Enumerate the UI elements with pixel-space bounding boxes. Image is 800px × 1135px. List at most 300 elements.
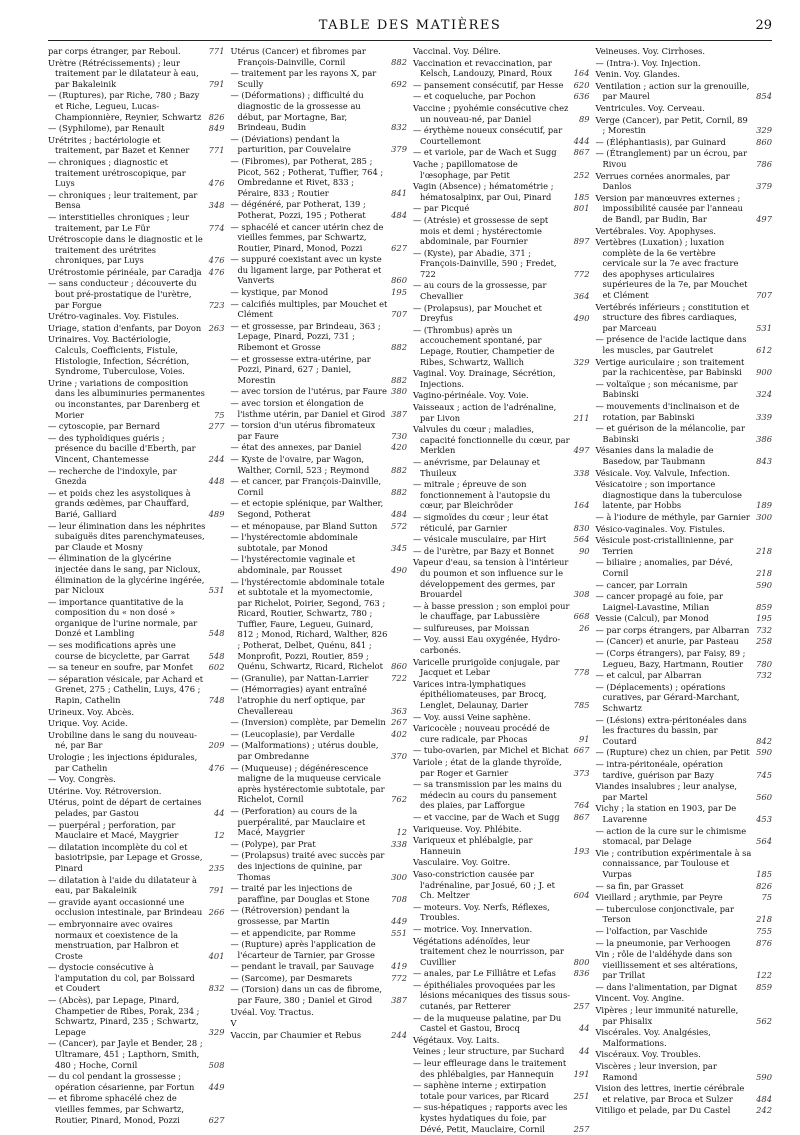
index-entry-text: — (Torsion) dans un cas de fibrome, par Faure, 380 ; Daniel et Girod [230, 984, 383, 1006]
index-column-3 [413, 46, 590, 1135]
index-entry [596, 759, 773, 780]
index-entry [596, 46, 773, 57]
index-entry-text: — (Éléphantiasis), par Guinard [595, 136, 726, 147]
index-entry [231, 222, 408, 254]
index-entry-text: — (Leucoplasie), par Verdalle [230, 728, 355, 739]
index-entry-text: Vieillard ; arythmie, par Peyre [595, 892, 723, 903]
index-entry-page: 257 [573, 1001, 590, 1012]
index-entry [596, 237, 773, 301]
index-entry-page: 882 [391, 56, 407, 67]
index-entry-page: 401 [208, 950, 225, 961]
index-entry [48, 135, 225, 156]
index-entry [48, 212, 225, 233]
index-entry-text: — mouvements d'inclinaison et de rotation, par Babinski [595, 401, 740, 422]
index-entry-page: 590 [756, 1071, 772, 1082]
index-entry-page: 842 [756, 735, 772, 746]
index-entry-text: — puerpéral ; perforation, par Mauclaire et Macé, Maygrier [48, 819, 179, 841]
page-number: 29 [755, 18, 772, 33]
index-entry-text: Verrues cornées anormales, par Danlos [595, 170, 730, 192]
index-entry [596, 512, 773, 523]
index-entry-page: 551 [391, 927, 407, 938]
index-entry [596, 524, 773, 535]
index-entry [231, 554, 408, 575]
index-entry-text: Verge (Cancer), par Petit, Cornil, 89 ; Morestin [595, 114, 748, 136]
index-entry-text: — (Hémorragies) ayant entraîné l'atrophie du nerf optique, par Chevallereau [230, 684, 367, 716]
index-entry-text: — et cancer, par François-Dainville, Cornil [230, 476, 382, 497]
index-entry-text: — (Intra-). Voy. Injection. [595, 57, 701, 68]
index-entry-page: 420 [391, 442, 407, 453]
index-entry-page: 732 [756, 670, 772, 681]
index-entry-page: 387 [391, 408, 407, 419]
index-entry [48, 553, 225, 595]
index-entry [596, 1105, 773, 1116]
index-entry-text: Utérus, point de départ de certaines pelades, par Gastou [48, 797, 202, 818]
index-entry [413, 557, 590, 599]
index-entry-text: Variole ; état de la glande thyroïde, par Roger et Garnier [413, 757, 562, 778]
index-entry [596, 580, 773, 591]
index-entry-text: — (Prolapsus) traité avec succès par des injections de quinine, par Thomas [230, 850, 385, 882]
index-entry [413, 634, 590, 655]
index-entry-page: 185 [756, 868, 772, 879]
index-entry [48, 46, 225, 57]
index-entry-page: 791 [208, 885, 225, 896]
index-entry-page: 195 [756, 613, 772, 624]
index-entry [231, 1007, 408, 1018]
index-entry-text: — (Cancer), par Jayle et Bender, 28 ; Ultramare, 451 ; Lapthorn, Smith, 480 ; Hoche, Cornil [48, 1038, 203, 1070]
index-entry-text: — cancer, par Lorrain [595, 579, 688, 590]
index-entry-text: Vincent. Voy. Angine. [595, 993, 685, 1004]
index-entry-text: Variqueux et phlébalgie, par Hanneuin [413, 835, 533, 856]
index-entry-page: 497 [756, 213, 772, 224]
index-entry-text: — embryonnaire avec ovaires normaux et coexistence de la menstruation, par Halbron et Croste [48, 918, 179, 961]
index-entry-page: 484 [756, 1093, 772, 1104]
index-entry-text: — recherche de l'indoxyle, par Gnezda [48, 465, 177, 487]
index-entry-text: — l'hystérectomie abdominale subtotale, par Monod [230, 532, 358, 553]
index-entry [231, 763, 408, 805]
index-entry-page: 707 [391, 309, 407, 320]
index-entry [48, 752, 225, 773]
index-entry-page: 195 [391, 287, 407, 298]
index-entry-text: — tuberculose conjonctivale, par Terson [595, 903, 734, 925]
index-entry-text: Urique. Voy. Acide. [48, 718, 128, 729]
index-entry-text: — des typhoïdiques guéris ; présence du bacille d'Eberth, par Vincent, Chantemesse [48, 432, 196, 464]
index-entry-text: — avec torsion de l'utérus, par Faure [230, 386, 387, 397]
index-entry [596, 171, 773, 192]
index-entry-text: — mitrale ; épreuve de son fonctionnement à l'autopsie du cœur, par Bleichröder [413, 479, 551, 511]
index-entry-page: 380 [391, 386, 407, 397]
index-entry-page: 44 [213, 807, 225, 818]
index-entry [48, 640, 225, 661]
index-entry-text: V [230, 1018, 237, 1029]
index-entry-text: — action de la cure sur le chimisme stomacal, par Delage [595, 825, 747, 847]
index-entry [231, 90, 408, 132]
index-entry [596, 848, 773, 880]
index-entry-page: 667 [573, 745, 590, 756]
index-entry-page: 448 [208, 476, 225, 487]
index-entry-text: — saphène interne ; extirpation totale pour varices, par Ricard [413, 1080, 550, 1101]
index-entry-page: 373 [573, 767, 590, 778]
index-entry-text: — élimination de la glycérine injectée dans le sang, par Nicloux, élimination de la glycérine ingérée, par Nicloux [48, 553, 205, 596]
index-entry-page: 854 [756, 91, 772, 102]
index-entry [48, 433, 225, 465]
running-title: TABLE DES MATIÈRES [318, 18, 502, 33]
index-entry-text: Varicelle prurigoïde conjugale, par Jacquet et Lebar [413, 656, 560, 678]
index-entry-text: — dilatation incomplète du col et basiotripsie, par Lepage et Grosse, Pinard [48, 841, 203, 873]
index-entry [596, 103, 773, 114]
index-entry-text: Viandes insalubres ; leur analyse, par Martel [595, 781, 738, 802]
index-entry [596, 226, 773, 237]
index-entry-page: 218 [756, 914, 772, 925]
index-entry [596, 591, 773, 612]
index-entry [48, 786, 225, 797]
index-entry [48, 190, 225, 211]
index-entry [596, 115, 773, 136]
index-entry-text: Urétro-vaginales. Voy. Fistules. [48, 311, 179, 322]
index-entry [48, 897, 225, 918]
index-entry-page: 497 [573, 445, 590, 456]
index-entry [596, 58, 773, 69]
index-entry-text: Vaccinal. Voy. Délire. [413, 46, 501, 56]
index-entry-page: 832 [391, 122, 407, 133]
index-entry [413, 368, 590, 389]
index-entry-text: Vagin (Absence) ; hématométrie ; hématosalpinx, par Oui, Pinard [413, 181, 554, 202]
index-entry [231, 386, 408, 397]
index-entry-page: 771 [208, 46, 225, 56]
index-entry-text: Viscérales. Voy. Analgésies, Malformations. [595, 1027, 711, 1048]
index-entry-text: — (Ruptures), par Riche, 780 ; Bazy et Riche, Legueu, Lucas-Championnière, Reynier, Schwartz [48, 90, 202, 122]
index-entry-page: 75 [213, 409, 225, 420]
index-entry-text: Vésicatoire ; son importance diagnostique dans la tuberculose latente, par Hobbs [595, 479, 742, 511]
index-entry-page: 476 [208, 266, 225, 277]
index-entry-page: 867 [573, 811, 590, 822]
index-entry [596, 826, 773, 847]
index-entry [231, 928, 408, 939]
index-entry [48, 90, 225, 122]
index-entry [48, 730, 225, 751]
index-entry-text: — (Granulie), par Nattan-Larrier [230, 672, 369, 683]
index-entry [413, 1058, 590, 1079]
index-entry [596, 357, 773, 378]
index-entry-text: Vie ; contribution expérimentale à sa connaissance, par Toulouse et Vurpas [595, 847, 752, 879]
index-entry-page: 449 [391, 915, 407, 926]
index-entry-text: — (Polype), par Prat [230, 838, 316, 849]
index-entry-page: 191 [573, 1068, 590, 1079]
index-entry [596, 557, 773, 578]
index-entry-text: — (Malformations) ; utérus double, par Ombredanne [230, 740, 379, 761]
index-entry-text: — sans conducteur ; découverte du bout pré-prostatique de l'urètre, par Forgue [48, 278, 197, 310]
index-entry-page: 164 [573, 500, 590, 511]
index-entry [596, 468, 773, 479]
index-entry-page: 386 [756, 433, 772, 444]
index-entry-text: — importance quantitative de la composition du « non dosé » organique de l'urine normale, par Donzé et Lambling [48, 596, 198, 639]
index-entry-text: — anévrisme, par Delaunay et Thuileux [413, 456, 540, 478]
index-entry [231, 442, 408, 453]
index-entry-text: — et grossesse, par Brindeau, 363 ; Lepage, Pinard, Pozzi, 731 ; Ribemont et Grosse [230, 320, 381, 353]
index-entry [413, 857, 590, 868]
index-entry-page: 218 [756, 567, 772, 578]
index-entry-page: 849 [208, 123, 225, 134]
index-entry [596, 81, 773, 102]
index-entry [413, 745, 590, 756]
index-entry [48, 919, 225, 961]
index-entry [596, 479, 773, 511]
index-entry-text: — au cours de la grossesse, par Chevallier [413, 280, 547, 302]
index-entry [231, 839, 408, 850]
index-entry-text: — dans l'alimentation, par Dignat [595, 981, 738, 992]
index-entry-text: Utérus (Cancer) et fibromes par François-Dainville, Cornil [230, 46, 366, 67]
index-entry [596, 648, 773, 669]
index-entry-page: 44 [578, 1046, 590, 1057]
index-entry-text: Variqueuse. Voy. Phlébite. [413, 823, 522, 834]
index-entry [48, 674, 225, 706]
index-entry-page: 668 [573, 611, 590, 622]
header-rule [48, 40, 772, 41]
index-column-1 [48, 46, 225, 1135]
index-entry-text: Uvéal. Voy. Tractus. [230, 1006, 314, 1017]
index-entry-text: — l'hystérectomie vaginale et abdominale, par Rousset [230, 554, 356, 575]
index-entry-page: 257 [573, 1123, 590, 1134]
index-entry-page: 876 [756, 937, 772, 948]
index-entry-page: 12 [213, 830, 225, 841]
index-entry-text: — de l'urètre, par Bazy et Bonnet [413, 545, 554, 556]
index-entry-text: Vaisseaux ; action de l'adrénaline, par Livon [413, 402, 557, 423]
index-entry [596, 535, 773, 556]
index-entry [48, 820, 225, 841]
index-entry [596, 379, 773, 400]
index-entry-text: — (Syphilome), par Renault [48, 123, 165, 134]
index-entry [596, 904, 773, 925]
index-entry [413, 280, 590, 301]
index-entry [48, 1093, 225, 1125]
index-entry-text: — et fibrome sphacélé chez de vieilles femmes, par Schwartz, Routier, Pinard, Monod, Pozzi [48, 1093, 185, 1125]
index-entry [413, 779, 590, 811]
index-entry-page: 189 [756, 500, 772, 511]
index-entry-text: — Kyste de l'ovaire, par Wagon, Walther, Cornil, 523 ; Reymond [230, 453, 370, 475]
index-entry-text: Vapeur d'eau, sa tension à l'intérieur du poumon et son influence sur le développement des germes, par Brouardel [413, 557, 569, 600]
index-entry-page: 860 [756, 136, 772, 147]
index-entry-page: 339 [756, 411, 772, 422]
index-entry [48, 488, 225, 520]
index-entry-text: — et appendicite, par Romme [230, 927, 356, 938]
index-entry-page: 379 [756, 181, 772, 192]
index-entry-page: 826 [208, 111, 225, 122]
index-entry-text: — (Prolapsus), par Mouchet et Dreyfus [413, 302, 542, 324]
index-entry-page: 707 [756, 290, 772, 301]
index-entry-page: 764 [573, 800, 590, 811]
index-entry-text: — (Déplacements) ; opérations curatives, par Gérard-Marchant, Schwartz [595, 681, 740, 714]
index-entry [231, 973, 408, 984]
index-entry-text: Vésicule post-cristallinienne, par Terrien [595, 535, 734, 556]
index-entry-page: 636 [573, 91, 590, 102]
index-entry [48, 323, 225, 334]
index-entry [231, 577, 408, 672]
index-entry-text: Urineux. Voy. Abcès. [48, 706, 135, 717]
index-entry-text: — (Kyste), par Abadie, 371 ; François-Dainville, 590 ; Fredet, 722 [413, 247, 557, 279]
index-entry-page: 800 [573, 956, 590, 967]
index-entry-text: — torsion d'un utérus fibromateux par Faure [230, 420, 376, 441]
index-entry-text: Vésicale. Voy. Valvule, Infection. [595, 467, 730, 478]
index-entry-text: Vin ; rôle de l'aldéhyde dans son vieillissement et ses altérations, par Trillat [595, 949, 738, 981]
index-entry-page: 778 [573, 667, 590, 678]
index-entry [413, 325, 590, 367]
index-entry-page: 564 [573, 534, 590, 545]
index-entry [596, 636, 773, 647]
index-entry-page: 832 [208, 983, 225, 994]
index-entry [413, 757, 590, 778]
index-entry [48, 1071, 225, 1092]
index-entry [231, 287, 408, 298]
index-entry-page: 859 [756, 981, 772, 992]
index-entry-text: Vision des lettres, inertie cérébrale et relative, par Broca et Sulzer [595, 1083, 745, 1104]
index-entry [413, 91, 590, 102]
index-entry [48, 157, 225, 189]
index-entry [48, 466, 225, 487]
index-entry [413, 215, 590, 247]
index-entry-page: 490 [573, 313, 590, 324]
index-entry-page: 748 [208, 695, 225, 706]
index-entry [413, 1102, 590, 1134]
index-entry [596, 423, 773, 444]
index-entry-text: — épithéliales provoquées par les lésions mécaniques des tissus sous-cutanés, par Retterer [413, 979, 571, 1012]
index-entry-text: Urètre (Rétrécissements) ; leur traitement par le dilatateur à eau, par Bakaleinik [48, 57, 199, 89]
index-entry [231, 1018, 408, 1029]
index-entry-text: — la pneumonie, par Verhoogen [595, 937, 731, 948]
index-entry [413, 657, 590, 678]
index-entry [413, 712, 590, 723]
index-entry [596, 148, 773, 169]
index-entry [231, 850, 408, 882]
index-entry-text: — par corps étrangers, par Albarran [595, 624, 750, 635]
index-entry-page: 826 [756, 880, 772, 891]
index-entry [413, 1080, 590, 1101]
index-entry-page: 484 [391, 508, 407, 519]
index-entry-text: — sa transmission par les mains du médecin au cours du pansement des plaies, par Lafforgue [413, 779, 562, 811]
index-entry-page: 242 [756, 1105, 772, 1116]
index-entry [231, 476, 408, 497]
index-entry [413, 457, 590, 478]
index-entry [596, 1005, 773, 1026]
index-entry-page: 508 [208, 1059, 225, 1070]
index-entry-page: 772 [573, 268, 590, 279]
index-entry-text: — (Corps étrangers), par Faisy, 89 ; Legueu, Bazy, Hartmann, Routier [595, 648, 746, 669]
index-entry-text: — Voy. aussi Veine saphène. [413, 711, 531, 722]
index-entry-text: — motrice. Voy. Innervation. [413, 923, 533, 934]
index-entry-text: — présence de l'acide lactique dans les muscles, par Gautrelet [595, 334, 747, 356]
index-entry-text: Vagino-périnéale. Voy. Voie. [413, 390, 529, 401]
index-entry-page: 590 [756, 579, 772, 590]
index-entry [596, 137, 773, 148]
index-entry [413, 1046, 590, 1057]
index-entry-text: — du col pendant la grossesse ; opération césarienne, par Fortun [48, 1071, 195, 1092]
index-entry-page: 627 [391, 242, 407, 253]
index-entry-text: — suppuré coexistant avec un kyste du ligament large, par Potherat et Vanverts [230, 254, 382, 286]
index-entry-text: — moteurs. Voy. Nerfs, Réflexes, Troubles. [413, 901, 550, 923]
index-entry-text: — (Inversion) complète, par Demelin [230, 717, 386, 728]
index-entry [48, 707, 225, 718]
index-entry-text: — sigmoïdes du cœur ; leur état réticulé, par Garnier [413, 511, 549, 533]
index-entry-page: 266 [208, 907, 225, 918]
index-entry-text: — (Atrésie) et grossesse de sept mois et demi ; hystérectomie abdominale, par Fournier [413, 214, 549, 247]
index-entry-text: — et poids chez les asystoliques à grands œdèmes, par Chauffard, Barié, Galliard [48, 487, 191, 519]
index-entry-page: 882 [391, 374, 407, 385]
index-entry-page: 277 [208, 421, 225, 432]
index-entry [231, 321, 408, 353]
index-entry [413, 390, 590, 401]
index-entry-text: — (Lésions) extra-péritonéales dans les fractures du bassin, par Coutard [595, 714, 747, 746]
index-columns [48, 46, 772, 1134]
index-entry [231, 729, 408, 740]
index-entry-text: — (Fibromes), par Potherat, 285 ; Picot, 562 ; Potherat, Tuffier, 764 ; Ombredanne et Rivet, 833 ; Péraire, 833 ; Routier [230, 155, 384, 198]
index-entry [48, 995, 225, 1037]
index-entry-text: — cytoscopie, par Bernard [48, 421, 161, 432]
index-entry-text: — sphacélé et cancer utérin chez de vieilles femmes, par Schwartz, Routier, Pinard, Monod, Pozzi [230, 221, 384, 253]
index-entry [596, 715, 773, 747]
index-entry-text: — Voy. aussi Eau oxygénée, Hydro-carbonés. [413, 634, 561, 656]
index-entry-page: 772 [391, 972, 407, 983]
index-entry-page: 560 [756, 791, 772, 802]
index-entry-page: 338 [573, 467, 590, 478]
index-entry [413, 1013, 590, 1034]
index-entry-page: 604 [573, 890, 590, 901]
index-entry [413, 181, 590, 202]
index-entry-page: 363 [391, 705, 407, 716]
index-entry-page: 75 [761, 892, 772, 903]
index-entry-page: 476 [208, 178, 225, 189]
index-entry [413, 546, 590, 557]
index-entry [413, 812, 590, 823]
index-entry [413, 203, 590, 214]
index-entry [596, 445, 773, 466]
index-entry [231, 684, 408, 716]
index-entry-text: Vichy ; la station en 1903, par De Lavarenne [595, 803, 737, 824]
index-entry-text: — dystocie consécutive à l'amputation du col, par Boissard et Coudert [48, 962, 195, 994]
index-entry [231, 521, 408, 532]
index-entry [596, 881, 773, 892]
index-entry-text: Urobiline dans le sang du nouveau-né, par Bar [48, 729, 197, 751]
index-entry-text: — ses modifications après une course de bicyclette, par Garrat [48, 640, 190, 661]
index-entry [413, 159, 590, 180]
index-entry-page: 801 [573, 203, 590, 214]
index-entry [48, 311, 225, 322]
index-entry-text: Viscéraux. Voy. Troubles. [595, 1049, 701, 1060]
index-entry [413, 824, 590, 835]
index-entry-page: 755 [756, 925, 772, 936]
index-entry [231, 68, 408, 89]
index-entry-text: — (Muqueuse) ; dégénérescence maligne de la muqueuse cervicale après hystérectomie subtotale, par Richelot, Cornil [230, 762, 385, 805]
index-entry-text: — dilatation à l'aide du dilatateur à eau, par Bakaleinik [48, 874, 197, 896]
index-entry-text: — et ectopie splénique, par Walther, Segond, Potherat [230, 498, 384, 519]
index-entry-page: 476 [208, 255, 225, 266]
index-entry [413, 125, 590, 146]
index-entry-page: 122 [756, 970, 772, 981]
index-entry-text: Vache ; papillomatose de l'œsophage, par Petit [413, 158, 518, 180]
index-entry [231, 46, 408, 67]
index-entry-text: Végétations adénoïdes, leur traitement chez le nourrisson, par Cuvillier [413, 935, 564, 967]
index-entry-text: — (Rupture) chez un chien, par Petit [595, 747, 750, 758]
index-entry-text: — (Cancer) et anurie, par Pasteau [595, 636, 739, 647]
index-entry-text: — calcifiés multiples, par Mouchet et Clément [230, 298, 388, 320]
index-entry-text: — (Sarcome), par Desmarets [230, 972, 353, 983]
index-entry-text: Veines ; leur structure, par Suchard [413, 1046, 565, 1057]
index-entry-page: 882 [391, 342, 407, 353]
index-entry-text: — et guérison de la mélancolie, par Babinski [595, 423, 745, 444]
index-entry-text: — à l'iodure de méthyle, par Garnier [595, 511, 750, 522]
index-entry-text: — (Étranglement) par un écrou, par Rivou [595, 148, 748, 169]
index-entry-text: Viscères ; leur inversion, par Ramond [595, 1061, 717, 1082]
index-entry-page: 211 [573, 412, 590, 423]
index-entry [231, 156, 408, 198]
index-entry-text: — sulfureuses, par Moissan [413, 622, 530, 633]
